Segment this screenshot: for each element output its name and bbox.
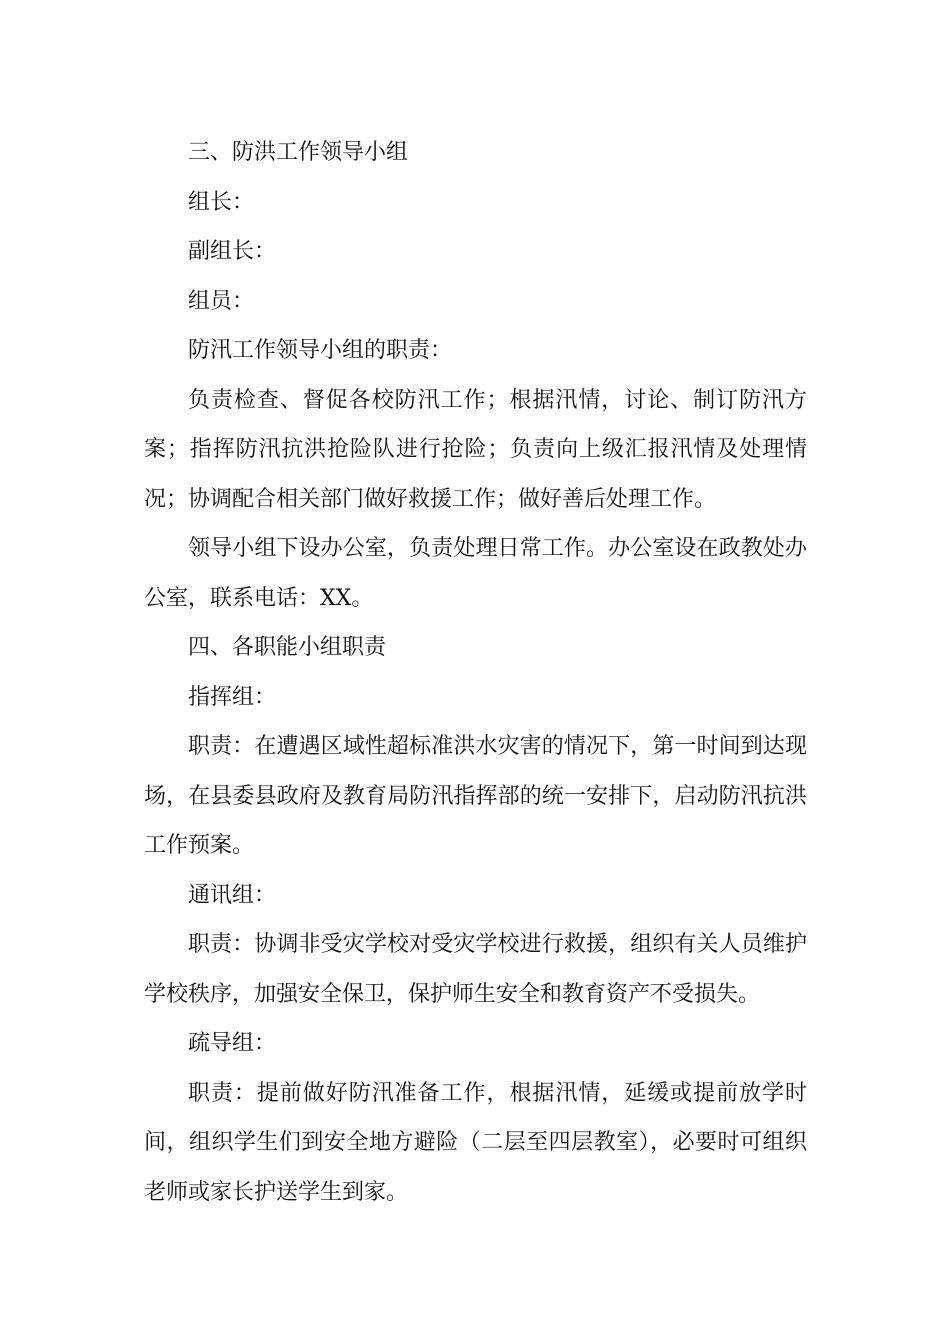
- command-group-heading: 指挥组：: [188, 684, 277, 710]
- members-line: 组员：: [188, 288, 255, 314]
- communication-group-heading: 通讯组：: [188, 882, 277, 908]
- group-leader-line: 组长：: [188, 189, 255, 215]
- evacuation-group-heading: 疏导组：: [188, 1031, 277, 1056]
- office-paragraph: 领导小组下设办公室，负责处理日常工作。办公室设在政教处办公室，联系电话：XX。: [144, 536, 807, 611]
- duties-heading: 防汛工作领导小组的职责：: [188, 338, 453, 363]
- command-group-duties: 职责：在遭遇区域性超标准洪水灾害的情况下，第一时间到达现场，在县委县政府及教育局防汛指挥部的统一安排下，启动防汛抗洪工作预案。: [144, 734, 807, 858]
- section-heading-leadership-group: 三、防洪工作领导小组: [188, 140, 409, 165]
- deputy-leader-line: 副组长：: [188, 239, 277, 264]
- communication-group-duties: 职责：协调非受灾学校对受灾学校进行救援，组织有关人员维护学校秩序，加强安全保卫，保护师生安全和教育资产不受损失。: [144, 932, 807, 1007]
- duties-paragraph: 负责检查、督促各校防汛工作；根据汛情，讨论、制订防汛方案；指挥防汛抗洪抢险队进行抢险；负责向上级汇报汛情及处理情况；协调配合相关部门做好救援工作；做好善后处理工作。: [144, 387, 807, 512]
- document-body: [144, 128, 807, 1217]
- section-heading-functional-groups: 四、各职能小组职责: [188, 635, 387, 660]
- evacuation-group-duties: 职责：提前做好防汛准备工作，根据汛情，延缓或提前放学时间，组织学生们到安全地方避险（二层至四层教室），必要时可组织老师或家长护送学生到家。: [144, 1080, 807, 1205]
